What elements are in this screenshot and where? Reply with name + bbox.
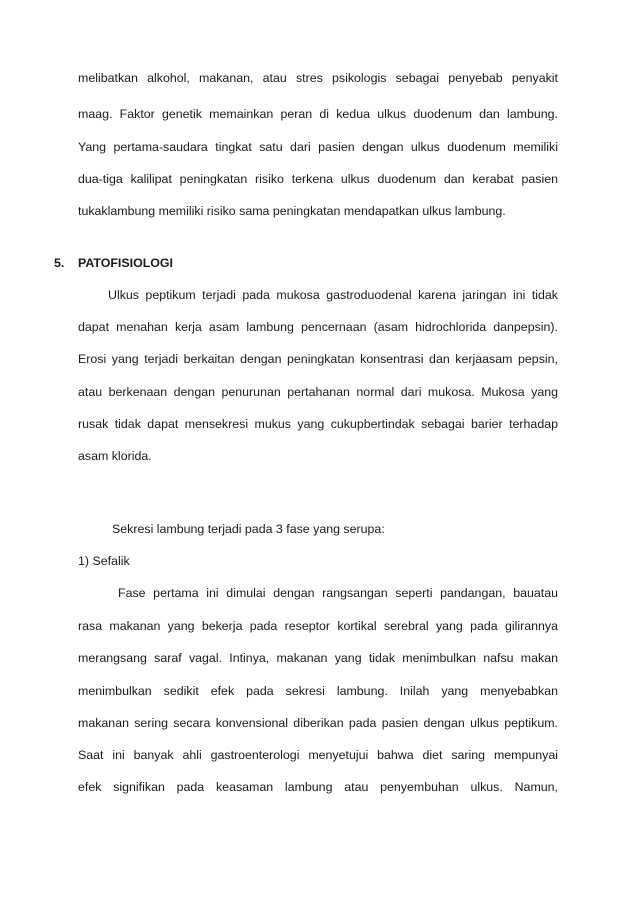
intro-line-5: tukaklambung memiliki risiko sama peningkatan mendapatkan ulkus lambung. — [78, 204, 506, 218]
intro-line-2: maag. Faktor genetik memainkan peran di kedua ulkus duodenum dan lambung. — [78, 107, 558, 121]
patofisiologi-line-1: Ulkus peptikum terjadi pada mukosa gastroduodenal karena jaringan ini tidak — [108, 288, 558, 302]
sefalik-line-1: Fase pertama ini dimulai dengan rangsangan seperti pandangan, bauatau — [118, 586, 558, 600]
patofisiologi-line-2: dapat menahan kerja asam lambung pencernaan (asam hidrochlorida danpepsin). — [78, 320, 558, 334]
patofisiologi-line-4: atau berkenaan dengan penurunan pertahanan normal dari mukosa. Mukosa yang — [78, 385, 558, 399]
intro-line-1: melibatkan alkohol, makanan, atau stres psikologis sebagai penyebab penyakit — [78, 71, 558, 85]
section-title: PATOFISIOLOGI — [78, 256, 173, 270]
patofisiologi-line-5: rusak tidak dapat mensekresi mukus yang cukupbertindak sebagai barier terhadap — [78, 417, 558, 431]
sefalik-line-6: Saat ini banyak ahli gastroenterologi menyetujui bahwa diet saring mempunyai — [78, 748, 558, 762]
sefalik-heading: 1) Sefalik — [78, 554, 130, 568]
patofisiologi-line-3: Erosi yang terjadi berkaitan dengan peningkatan konsentrasi dan kerjaasam pepsin, — [78, 352, 558, 366]
sekresi-intro: Sekresi lambung terjadi pada 3 fase yang serupa: — [112, 522, 385, 536]
sefalik-line-2: rasa makanan yang bekerja pada reseptor kortikal serebral yang pada gilirannya — [78, 619, 558, 633]
sefalik-line-3: merangsang saraf vagal. Intinya, makanan yang tidak menimbulkan nafsu makan — [78, 651, 558, 665]
patofisiologi-line-6: asam klorida. — [78, 449, 152, 463]
section-heading — [54, 255, 173, 271]
sefalik-line-4: menimbulkan sedikit efek pada sekresi lambung. Inilah yang menyebabkan — [78, 684, 558, 698]
intro-line-3: Yang pertama-saudara tingkat satu dari pasien dengan ulkus duodenum memiliki — [78, 140, 558, 154]
sefalik-line-5: makanan sering secara konvensional diberikan pada pasien dengan ulkus peptikum. — [78, 716, 558, 730]
intro-line-4: dua-tiga kalilipat peningkatan risiko terkena ulkus duodenum dan kerabat pasien — [78, 172, 558, 186]
section-number: 5. — [54, 256, 65, 270]
sefalik-line-7: efek signifikan pada keasaman lambung atau penyembuhan ulkus. Namun, — [78, 780, 558, 794]
